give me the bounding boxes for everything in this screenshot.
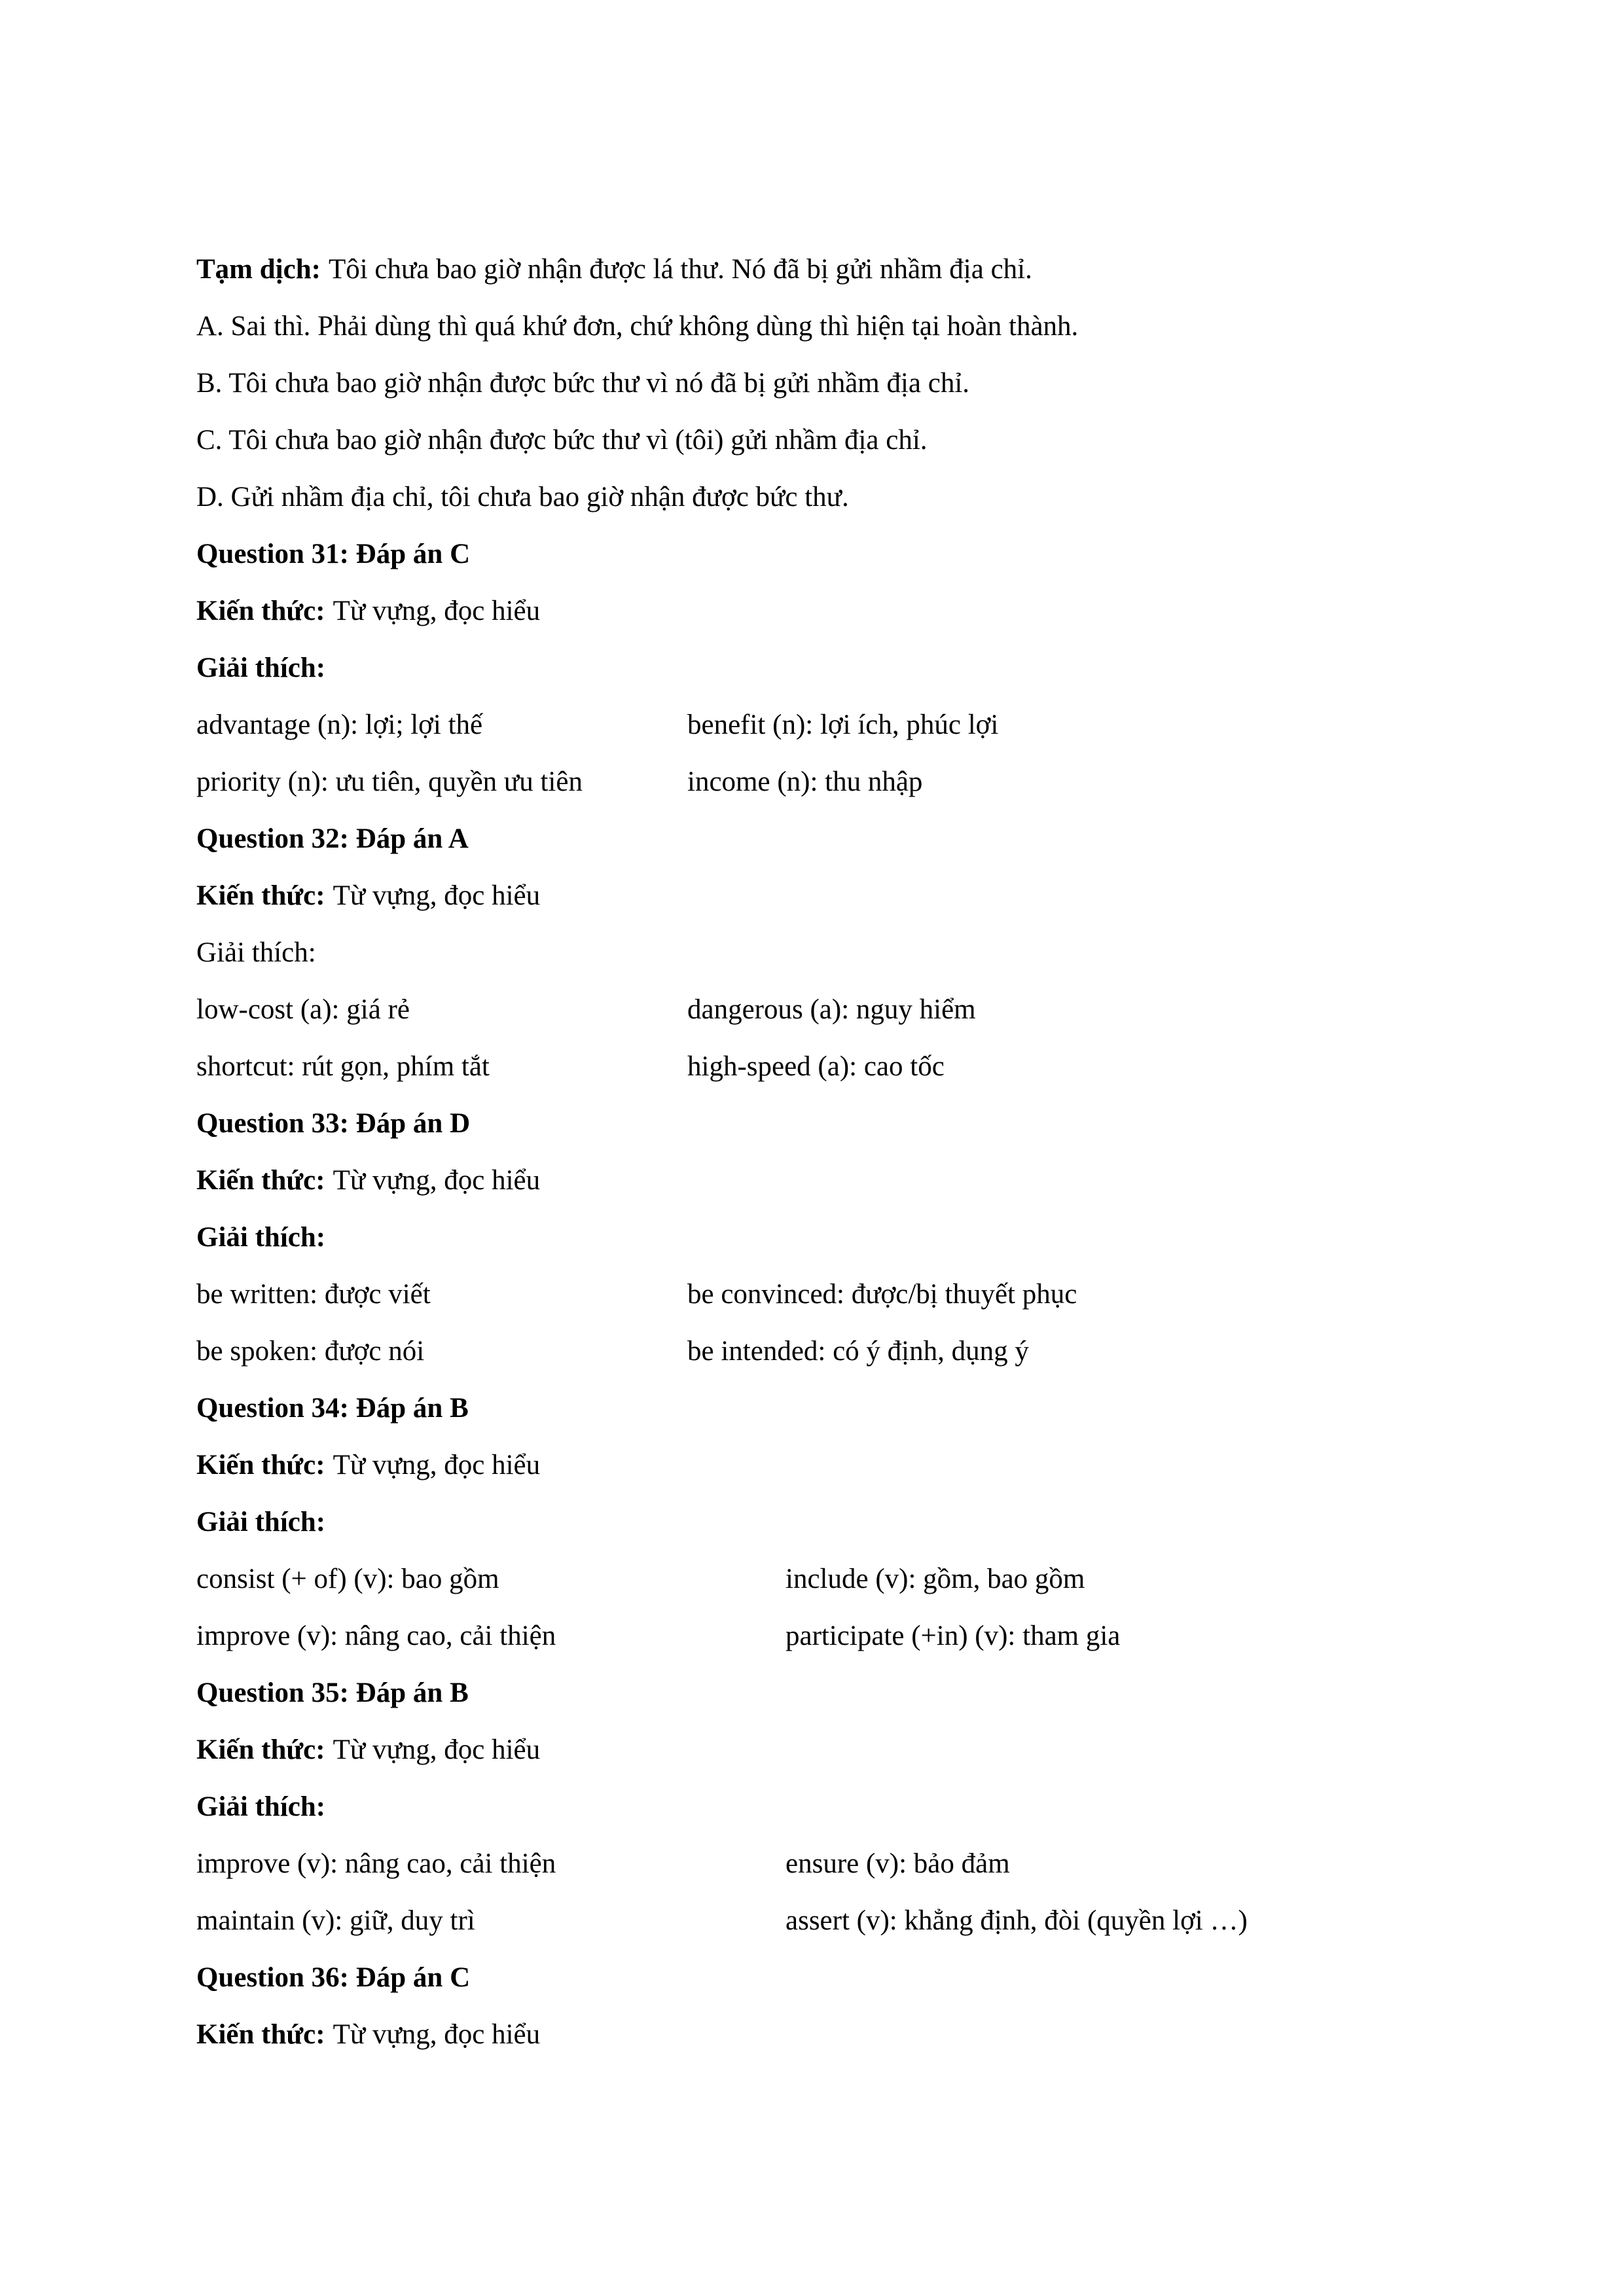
question-33-explain-label: Giải thích: (196, 1222, 326, 1253)
question-34-explain-label: Giải thích: (196, 1507, 326, 1537)
question-35-header: Question 35: Đáp án B (196, 1677, 469, 1708)
question-33-vocab-row-1 (196, 1266, 1545, 1323)
translation-label: Tạm dịch: (196, 254, 321, 285)
knowledge-text: Từ vựng, đọc hiểu (333, 1165, 541, 1196)
question-34-vocab-row-2 (196, 1607, 1545, 1664)
question-32-vocab-row-2 (196, 1038, 1545, 1095)
question-35-vocab-row-2 (196, 1892, 1545, 1949)
question-33-knowledge-line (196, 1152, 1545, 1209)
vocab-term-right: participate (+in) (v): tham gia (785, 1621, 1121, 1651)
question-31-vocab-row-2 (196, 753, 1545, 810)
question-31-header: Question 31: Đáp án C (196, 539, 471, 569)
option-b: B. Tôi chưa bao giờ nhận được bức thư vì nó đã bị gửi nhầm địa chỉ. (196, 368, 970, 399)
vocab-term-left: advantage (n): lợi; lợi thế (196, 709, 483, 740)
vocab-term-right: benefit (n): lợi ích, phúc lợi (687, 709, 999, 740)
question-31-knowledge-line (196, 583, 1545, 639)
knowledge-text: Từ vựng, đọc hiểu (333, 596, 541, 626)
question-31-explain-label: Giải thích: (196, 653, 326, 683)
question-33-vocab-row-2 (196, 1323, 1545, 1380)
vocab-term-left: low-cost (a): giá rẻ (196, 994, 410, 1025)
question-36-header: Question 36: Đáp án C (196, 1962, 471, 1993)
translation-text: Tôi chưa bao giờ nhận được lá thư. Nó đã bị gửi nhầm địa chỉ. (328, 254, 1032, 285)
vocab-term-left: improve (v): nâng cao, cải thiện (196, 1621, 556, 1651)
knowledge-text: Từ vựng, đọc hiểu (333, 2019, 541, 2050)
question-32-knowledge-line (196, 867, 1545, 924)
knowledge-label: Kiến thức: (196, 2019, 325, 2050)
vocab-term-right: assert (v): khẳng định, đòi (quyền lợi …) (785, 1905, 1248, 1936)
question-35-explain-label: Giải thích: (196, 1791, 326, 1822)
vocab-term-right: ensure (v): bảo đảm (785, 1848, 1010, 1879)
question-32-vocab-row-1 (196, 981, 1545, 1038)
vocab-term-right: include (v): gồm, bao gồm (785, 1564, 1085, 1594)
question-34-vocab-row-1 (196, 1551, 1545, 1607)
question-31-vocab-row-1 (196, 696, 1545, 753)
translation-line (196, 241, 1545, 298)
knowledge-text: Từ vựng, đọc hiểu (333, 1734, 541, 1765)
question-35-knowledge-line (196, 1721, 1545, 1778)
question-32-header: Question 32: Đáp án A (196, 823, 469, 854)
vocab-term-left: maintain (v): giữ, duy trì (196, 1905, 475, 1936)
knowledge-text: Từ vựng, đọc hiểu (333, 880, 541, 911)
question-34-knowledge-line (196, 1437, 1545, 1494)
option-d: D. Gửi nhầm địa chỉ, tôi chưa bao giờ nhận được bức thư. (196, 482, 849, 512)
knowledge-label: Kiến thức: (196, 1734, 325, 1765)
option-c: C. Tôi chưa bao giờ nhận được bức thư vì (tôi) gửi nhầm địa chỉ. (196, 425, 928, 456)
knowledge-text: Từ vựng, đọc hiểu (333, 1450, 541, 1480)
question-36-knowledge-line (196, 2006, 1545, 2063)
vocab-term-left: be written: được viết (196, 1279, 431, 1310)
vocab-term-left: shortcut: rút gọn, phím tắt (196, 1051, 490, 1082)
vocab-term-left: consist (+ of) (v): bao gồm (196, 1564, 499, 1594)
vocab-term-left: improve (v): nâng cao, cải thiện (196, 1848, 556, 1879)
knowledge-label: Kiến thức: (196, 596, 325, 626)
knowledge-label: Kiến thức: (196, 880, 325, 911)
question-35-vocab-row-1 (196, 1835, 1545, 1892)
question-33-header: Question 33: Đáp án D (196, 1108, 471, 1139)
vocab-term-right: be convinced: được/bị thuyết phục (687, 1279, 1077, 1310)
knowledge-label: Kiến thức: (196, 1450, 325, 1480)
question-32-explain-label: Giải thích: (196, 937, 316, 968)
vocab-term-right: income (n): thu nhập (687, 766, 923, 797)
option-a: A. Sai thì. Phải dùng thì quá khứ đơn, chứ không dùng thì hiện tại hoàn thành. (196, 311, 1079, 342)
vocab-term-left: be spoken: được nói (196, 1336, 425, 1367)
vocab-term-right: dangerous (a): nguy hiểm (687, 994, 976, 1025)
vocab-term-left: priority (n): ưu tiên, quyền ưu tiên (196, 766, 583, 797)
vocab-term-right: be intended: có ý định, dụng ý (687, 1336, 1029, 1367)
question-34-header: Question 34: Đáp án B (196, 1393, 469, 1424)
vocab-term-right: high-speed (a): cao tốc (687, 1051, 945, 1082)
knowledge-label: Kiến thức: (196, 1165, 325, 1196)
